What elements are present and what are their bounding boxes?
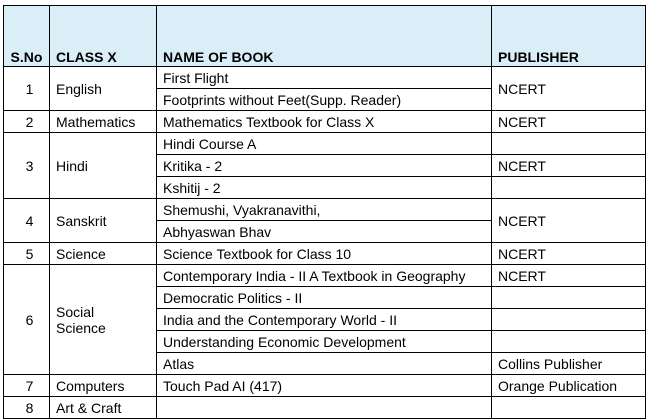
- publisher-cell: NCERT: [492, 155, 646, 177]
- book-cell: India and the Contemporary World - II: [157, 309, 492, 331]
- subject-cell: [50, 265, 157, 375]
- subject-cell: Sanskrit: [50, 199, 157, 243]
- table-row: [4, 133, 646, 155]
- publisher-cell: NCERT: [492, 67, 646, 111]
- subject-cell: Science: [50, 243, 157, 265]
- publisher-cell: [492, 177, 646, 199]
- book-cell: Contemporary India - II A Textbook in Geography: [157, 265, 492, 287]
- book-cell: Touch Pad AI (417): [157, 375, 492, 397]
- table-row: [4, 375, 646, 397]
- table-row: [4, 111, 646, 133]
- publisher-cell: [492, 309, 646, 331]
- subject-cell: Art & Craft: [50, 397, 157, 419]
- subject-line: Social: [56, 303, 95, 320]
- book-cell: Science Textbook for Class 10: [157, 243, 492, 265]
- book-cell: [157, 397, 492, 419]
- book-cell: Kshitij - 2: [157, 177, 492, 199]
- book-cell: Atlas: [157, 353, 492, 375]
- book-cell: Democratic Politics - II: [157, 287, 492, 309]
- book-cell: First Flight: [157, 67, 492, 89]
- table-row: [4, 265, 646, 287]
- book-cell: Abhyaswan Bhav: [157, 221, 492, 243]
- table-row: [4, 67, 646, 89]
- header-class: CLASS X: [50, 6, 157, 67]
- table-row: [4, 199, 646, 221]
- book-cell: Hindi Course A: [157, 133, 492, 155]
- header-publisher: PUBLISHER: [492, 6, 646, 67]
- sno-cell: 7: [4, 375, 50, 397]
- book-cell: Kritika - 2: [157, 155, 492, 177]
- publisher-cell: NCERT: [492, 111, 646, 133]
- subject-cell: Computers: [50, 375, 157, 397]
- header-row: [4, 6, 646, 67]
- publisher-cell: NCERT: [492, 199, 646, 243]
- publisher-cell: [492, 133, 646, 155]
- subject-cell: Hindi: [50, 133, 157, 199]
- subject-cell: Mathematics: [50, 111, 157, 133]
- sno-cell: 1: [4, 67, 50, 111]
- publisher-cell: Orange Publication: [492, 375, 646, 397]
- sno-cell: 5: [4, 243, 50, 265]
- book-cell: Footprints without Feet(Supp. Reader): [157, 89, 492, 111]
- header-sno: S.No: [4, 6, 50, 67]
- sno-cell: 2: [4, 111, 50, 133]
- publisher-cell: NCERT: [492, 243, 646, 265]
- sno-cell: 4: [4, 199, 50, 243]
- book-cell: Mathematics Textbook for Class X: [157, 111, 492, 133]
- publisher-cell: [492, 287, 646, 309]
- subject-cell: English: [50, 67, 157, 111]
- table-row: [4, 397, 646, 419]
- publisher-cell: [492, 331, 646, 353]
- sno-cell: 6: [4, 265, 50, 375]
- book-cell: Understanding Economic Development: [157, 331, 492, 353]
- book-list-table: [3, 5, 646, 419]
- publisher-cell: [492, 397, 646, 419]
- sno-cell: 8: [4, 397, 50, 419]
- publisher-cell: Collins Publisher: [492, 353, 646, 375]
- subject-line: Science: [56, 319, 106, 336]
- sno-cell: 3: [4, 133, 50, 199]
- book-cell: Shemushi, Vyakranavithi,: [157, 199, 492, 221]
- table-row: [4, 243, 646, 265]
- header-book: NAME OF BOOK: [157, 6, 492, 67]
- publisher-cell: NCERT: [492, 265, 646, 287]
